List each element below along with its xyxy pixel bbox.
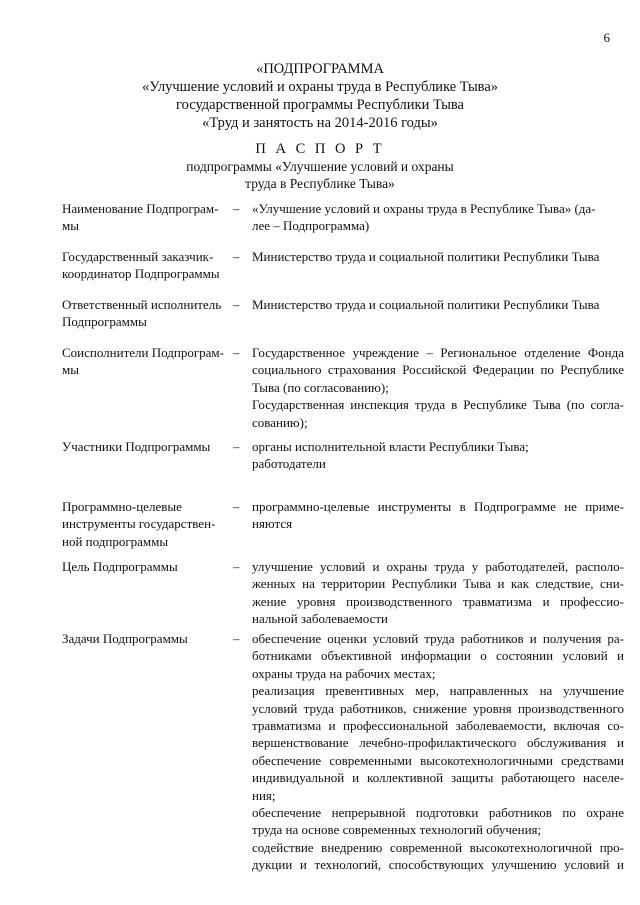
row-dash: – (233, 297, 240, 312)
row-label (62, 344, 222, 379)
row-value-line: ботниками объективной информации о состоянии условий и (252, 648, 624, 664)
row-value (252, 630, 624, 874)
row-label (62, 438, 222, 455)
row-label-line: Программно-целевые (62, 499, 182, 514)
row-label-line: Государственный заказчик- (62, 249, 214, 264)
row-value-line: социального страхования Российской Федерации по Республике (252, 362, 624, 378)
passport-row-co-executors (62, 344, 624, 438)
row-value (252, 438, 624, 473)
row-value-line: Государственное учреждение – Региональное отделение Фонда (252, 345, 624, 360)
row-label-line: Ответственный исполнитель (62, 297, 222, 312)
passport-row-participants (62, 438, 624, 498)
passport-row-instruments (62, 498, 624, 558)
row-label-line: Участники Подпрограммы (62, 439, 211, 454)
row-value-line: лее – Подпрограмма) (252, 218, 370, 234)
passport-row-customer (62, 248, 624, 296)
row-dash: – (233, 439, 240, 454)
row-value-line: индивидуальной и коллективной защиты работающего населе- (252, 770, 624, 786)
row-value-line: обеспечение оценки условий труда работников и получения ра- (252, 631, 624, 646)
row-value-line: жение уровня производственного травматизма и профессио- (252, 593, 624, 609)
passport-row-tasks (62, 630, 624, 873)
row-value-line: обеспечение непрерывной подготовки работников по охране (252, 805, 624, 821)
row-value (252, 498, 624, 533)
passport-heading: П А С П О Р Т (255, 141, 385, 157)
row-label-line: Задачи Подпрограммы (62, 631, 188, 646)
row-dash: – (233, 201, 240, 216)
row-value-line: программно-целевые инструменты в Подпрограмме не приме- (252, 499, 624, 514)
row-value-line: Министерство труда и социальной политики Республики Тыва (252, 297, 600, 312)
row-label-line: Соисполнители Подпрограм- (62, 345, 224, 360)
row-value-line: работодатели (252, 456, 326, 472)
row-label-line: координатор Подпрограммы (62, 266, 220, 282)
row-value-line: дукции и технологий, способствующих улучшению условий и (252, 857, 624, 873)
title-line-1: «ПОДПРОГРАММА (256, 61, 384, 77)
row-value-line: Тыва (по согласованию); (252, 379, 389, 395)
row-label (62, 296, 222, 331)
row-value-line: травматизма и профессиональной заболеваемости, включая со- (252, 718, 624, 734)
row-label (62, 630, 222, 647)
row-value (252, 248, 624, 265)
row-value-line: условий труда работников, снижение уровня производственного (252, 700, 624, 716)
row-value-line: труда на основе современных технологий обучения; (252, 822, 542, 838)
row-label-line: Подпрограммы (62, 314, 147, 330)
passport-table (62, 200, 624, 873)
passport-row-executor (62, 296, 624, 344)
title-line-3: государственной программы Республики Тыва (176, 97, 464, 113)
row-label (62, 200, 222, 235)
passport-header (0, 140, 640, 192)
row-value-line: женных на территории Республики Тыва и как следствие, сни- (252, 576, 624, 592)
row-value-line: реализация превентивных мер, направленных на улучшение (252, 683, 624, 699)
row-value-line: «Улучшение условий и охраны труда в Республике Тыва» (да- (252, 201, 596, 216)
row-dash: – (233, 345, 240, 360)
row-value-line: обеспечение современными высокотехнологичными средствами (252, 752, 624, 768)
row-dash: – (233, 631, 240, 646)
row-label-line: мы (62, 218, 79, 234)
row-label-line: ной подпрограммы (62, 533, 169, 549)
row-value-line: нальной заболеваемости (252, 611, 388, 627)
row-value-line: органы исполнительной власти Республики Тыва; (252, 439, 529, 454)
row-dash: – (233, 559, 240, 574)
title-line-2: «Улучшение условий и охраны труда в Республике Тыва» (141, 79, 499, 95)
row-dash: – (233, 499, 240, 514)
row-value-line: содействие внедрению современной высокотехнологичной про- (252, 839, 624, 855)
row-value-line: ния; (252, 787, 276, 803)
passport-row-name (62, 200, 624, 248)
row-label (62, 498, 222, 550)
row-value-line: няются (252, 516, 293, 532)
passport-subtitle-line-1: подпрограммы «Улучшение условий и охраны (186, 159, 454, 174)
row-value (252, 344, 624, 431)
row-value (252, 558, 624, 628)
row-value-line: вершенствование лечебно-профилактического обслуживания и (252, 735, 624, 751)
row-label-line: инструменты государствен- (62, 516, 216, 532)
row-label (62, 248, 222, 283)
row-dash: – (233, 249, 240, 264)
row-value-line: сованию); (252, 414, 308, 430)
row-label (62, 558, 222, 575)
subprogram-title (0, 60, 640, 132)
row-label-line: Наименование Подпрограм- (62, 201, 219, 216)
page-number: 6 (603, 30, 610, 45)
row-value-line: Государственная инспекция труда в Республике Тыва (по согла- (252, 397, 624, 413)
passport-subtitle-line-2: труда в Республике Тыва» (245, 176, 395, 191)
row-value (252, 296, 624, 313)
passport-row-goal (62, 558, 624, 630)
title-line-4: «Труд и занятость на 2014-2016 годы» (202, 115, 438, 131)
row-label-line: мы (62, 362, 79, 378)
row-value-line: улучшение условий и охраны труда у работодателей, располо- (252, 559, 624, 574)
row-value-line: охраны труда на рабочих местах; (252, 665, 436, 681)
row-value (252, 200, 624, 235)
row-label-line: Цель Подпрограммы (62, 559, 178, 574)
row-value-line: Министерство труда и социальной политики Республики Тыва (252, 249, 600, 264)
